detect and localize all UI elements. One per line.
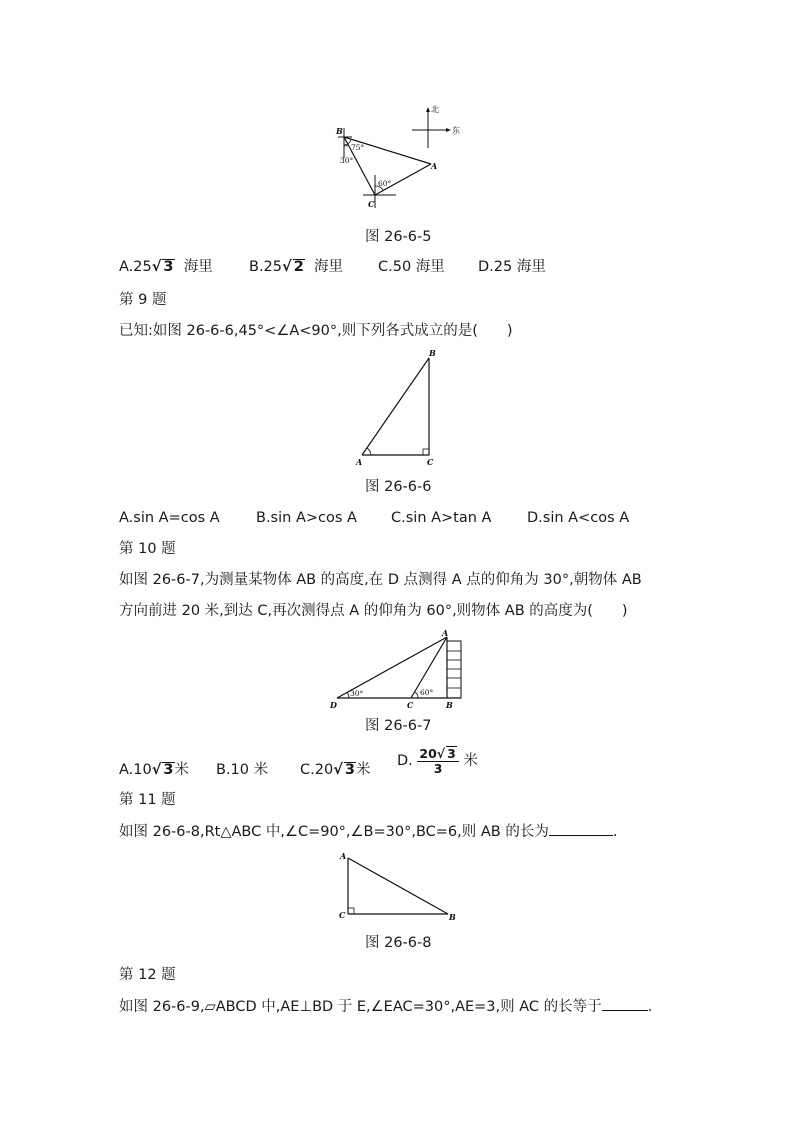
q11-stem-text: 如图 26-6-8,Rt△ABC 中,∠C=90°,∠B=30°,BC=6,则 AB 的长为	[119, 824, 549, 840]
q9-option-c: C.sin A>tan A	[391, 510, 492, 526]
vertex-A: A	[431, 161, 438, 171]
sqrt-radicand: 3	[163, 762, 174, 778]
angle-label-60: 60°	[420, 688, 434, 697]
angle-label-30: 30°	[350, 689, 364, 698]
fraction-denominator: 3	[433, 761, 443, 776]
q10-option-d-unit: 米	[463, 753, 478, 769]
q12-stem-end: .	[647, 999, 653, 1015]
q10-option-c-unit: 米	[355, 762, 371, 778]
q8-option-a-prefix: A.25	[119, 259, 152, 275]
vertex-B: B	[446, 700, 453, 710]
figure-26-6-5	[330, 100, 470, 215]
q8-option-a: A.25√ 3 海里	[119, 259, 213, 275]
q12-stem-text: 如图 26-6-9,▱ABCD 中,AE⊥BD 于 E,∠EAC=30°,AE=3,则 AC 的长等于	[119, 999, 602, 1015]
figure-caption-26-6-7: 图 26-6-7	[365, 718, 432, 734]
q8-option-b-unit: 海里	[314, 259, 343, 275]
fraction-numerator: 20√ 3	[417, 746, 458, 762]
q9-option-b: B.sin A>cos A	[256, 510, 357, 526]
q8-option-b: B.25√ 2 海里	[249, 259, 343, 275]
angle-label-60: 60°	[378, 179, 392, 188]
building	[447, 641, 461, 698]
angle-arc-A	[367, 448, 371, 455]
vertex-C: C	[339, 910, 346, 920]
figure-26-6-8	[335, 848, 465, 928]
east-arrow-icon	[446, 128, 451, 132]
q8-option-c: C.50 海里	[378, 259, 445, 275]
q10-option-a-prefix: A.10	[119, 762, 152, 778]
q8-option-a-unit: 海里	[183, 259, 213, 275]
right-angle-mark	[348, 908, 354, 914]
side-AB	[348, 858, 448, 914]
answer-blank[interactable]	[602, 996, 648, 1011]
q10-option-b: B.10 米	[216, 762, 269, 778]
figure-26-6-7	[325, 628, 470, 713]
north-arrow-icon	[426, 107, 430, 112]
q10-option-d-prefix: D.	[397, 753, 413, 769]
q8-option-d: D.25 海里	[478, 259, 546, 275]
q10-option-a: A.10√ 3米	[119, 762, 189, 778]
q11-stem	[119, 821, 617, 842]
vertex-A: A	[356, 457, 363, 467]
east-label: 东	[452, 126, 460, 135]
vertex-B: B	[429, 348, 436, 358]
q10-option-c-prefix: C.20	[300, 762, 334, 778]
answer-blank[interactable]	[549, 821, 613, 836]
sqrt-radicand: 2	[293, 259, 304, 275]
q8-option-b-prefix: B.25	[249, 259, 283, 275]
angle-label-75: 75°	[351, 143, 365, 152]
figure-26-6-6	[350, 348, 445, 473]
sqrt-radicand: 3	[163, 259, 174, 275]
angle-label-30: 30°	[340, 156, 354, 165]
q10-stem-line-2: 方向前进 20 米,到达 C,再次测得点 A 的仰角为 60°,则物体 AB 的高度为( )	[119, 603, 628, 619]
q9-heading: 第 9 题	[119, 292, 167, 308]
q9-option-d: D.sin A<cos A	[527, 510, 630, 526]
vertex-B: B	[449, 912, 456, 922]
north-label: 北	[431, 105, 439, 114]
vertex-C: C	[368, 199, 375, 209]
vertex-C: C	[427, 457, 434, 467]
q10-option-c: C.20√ 3米	[300, 762, 371, 778]
q9-stem: 已知:如图 26-6-6,45°<∠A<90°,则下列各式成立的是( )	[119, 323, 513, 339]
figure-caption-26-6-5: 图 26-6-5	[365, 229, 432, 245]
q12-stem	[119, 996, 652, 1017]
q12-heading: 第 12 题	[119, 967, 176, 983]
q10-heading: 第 10 题	[119, 541, 176, 557]
q10-stem-line-1: 如图 26-6-7,为测量某物体 AB 的高度,在 D 点测得 A 点的仰角为 30°,朝物体 AB	[119, 572, 642, 588]
vertex-D: D	[330, 700, 337, 710]
angle-arc-60	[415, 692, 418, 698]
q11-heading: 第 11 题	[119, 792, 176, 808]
sqrt-radicand: 3	[344, 762, 355, 778]
figure-caption-26-6-6: 图 26-6-6	[365, 479, 432, 495]
q10-option-d	[397, 744, 478, 778]
figure-caption-26-6-8: 图 26-6-8	[365, 935, 432, 951]
vertex-B: B	[336, 126, 343, 136]
q9-option-a: A.sin A=cos A	[119, 510, 220, 526]
angle-arc-30	[347, 692, 349, 698]
q10-option-a-unit: 米	[174, 762, 189, 778]
vertex-A: A	[442, 628, 449, 638]
vertex-C: C	[407, 700, 414, 710]
right-angle-mark	[423, 449, 429, 455]
vertex-A: A	[340, 851, 347, 861]
sqrt-radicand: 3	[447, 746, 456, 761]
fraction	[417, 746, 458, 776]
side-AB	[362, 358, 429, 455]
q11-stem-end: .	[612, 824, 618, 840]
